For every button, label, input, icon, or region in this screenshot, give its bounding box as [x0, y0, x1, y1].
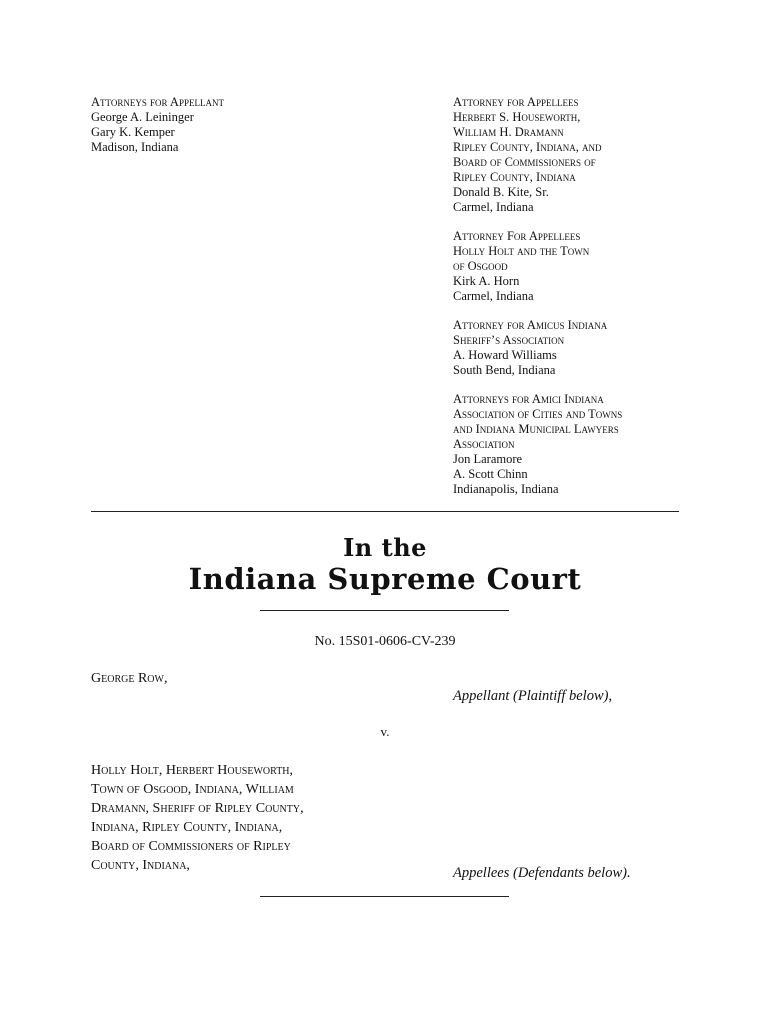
- attorney-block: [453, 95, 753, 215]
- attorney-block-heading: Attorney For Appellees: [453, 229, 581, 243]
- appellees-name-line: Indiana, Ripley County, Indiana,: [91, 820, 283, 835]
- attorney-name: George A. Leininger: [91, 110, 194, 124]
- attorney-location: Carmel, Indiana: [453, 289, 534, 303]
- attorney-block-heading: Attorney for Appellees: [453, 95, 579, 109]
- attorney-block-heading: William H. Dramann: [453, 125, 564, 139]
- attorney-name: A. Scott Chinn: [453, 467, 528, 481]
- appellees-name-line: County, Indiana,: [91, 858, 190, 873]
- court-name: Indiana Supreme Court: [188, 562, 582, 596]
- court-heading-prefix: In the: [343, 533, 427, 562]
- appellant-attorneys-heading: Attorneys for Appellant: [91, 95, 224, 109]
- attorney-block: [453, 229, 753, 304]
- attorney-location: Madison, Indiana: [91, 140, 179, 154]
- appellee-amici-attorneys: [453, 95, 753, 511]
- attorney-block: [453, 318, 753, 378]
- attorney-block: [453, 392, 753, 497]
- appellant-name: George Row,: [91, 671, 168, 686]
- appellant-role: Appellant (Plaintiff below),: [453, 688, 613, 704]
- attorney-name: Kirk A. Horn: [453, 274, 520, 288]
- appellees-name-line: Board of Commissioners of Ripley: [91, 839, 291, 854]
- attorney-location: South Bend, Indiana: [453, 363, 556, 377]
- appellant-attorneys: [91, 95, 421, 155]
- attorney-block-heading: Sheriff’s Association: [453, 333, 565, 347]
- appellees-name-line: Holly Holt, Herbert Houseworth,: [91, 763, 294, 778]
- attorney-block-heading: Attorneys for Amici Indiana: [453, 392, 604, 406]
- appellees-name-line: Town of Osgood, Indiana, William: [91, 782, 294, 797]
- attorney-block-heading: Association of Cities and Towns: [453, 407, 623, 421]
- attorney-name: Donald B. Kite, Sr.: [453, 185, 549, 199]
- attorney-block-heading: Herbert S. Houseworth,: [453, 110, 581, 124]
- horizontal-divider: [91, 511, 679, 512]
- caption-bottom-rule: [260, 896, 509, 897]
- appellees-names: [91, 761, 304, 875]
- versus: v.: [380, 724, 390, 739]
- attorney-block-heading: and Indiana Municipal Lawyers: [453, 422, 619, 436]
- attorney-block-heading: Attorney for Amicus Indiana: [453, 318, 608, 332]
- attorney-name: Gary K. Kemper: [91, 125, 175, 139]
- appellees-name-line: Dramann, Sheriff of Ripley County,: [91, 801, 304, 816]
- attorney-block-heading: of Osgood: [453, 259, 508, 273]
- attorney-block-heading: Association: [453, 437, 515, 451]
- attorney-block-heading: Holly Holt and the Town: [453, 244, 590, 258]
- attorney-block-heading: Ripley County, Indiana: [453, 170, 576, 184]
- title-underline: [260, 610, 509, 611]
- appellees-role: Appellees (Defendants below).: [453, 865, 631, 881]
- attorney-location: Carmel, Indiana: [453, 200, 534, 214]
- attorney-location: Indianapolis, Indiana: [453, 482, 559, 496]
- attorney-block-heading: Board of Commissioners of: [453, 155, 596, 169]
- attorney-name: A. Howard Williams: [453, 348, 557, 362]
- docket-number: No. 15S01-0606-CV-239: [314, 634, 456, 649]
- attorney-name: Jon Laramore: [453, 452, 523, 466]
- attorney-block-heading: Ripley County, Indiana, and: [453, 140, 602, 154]
